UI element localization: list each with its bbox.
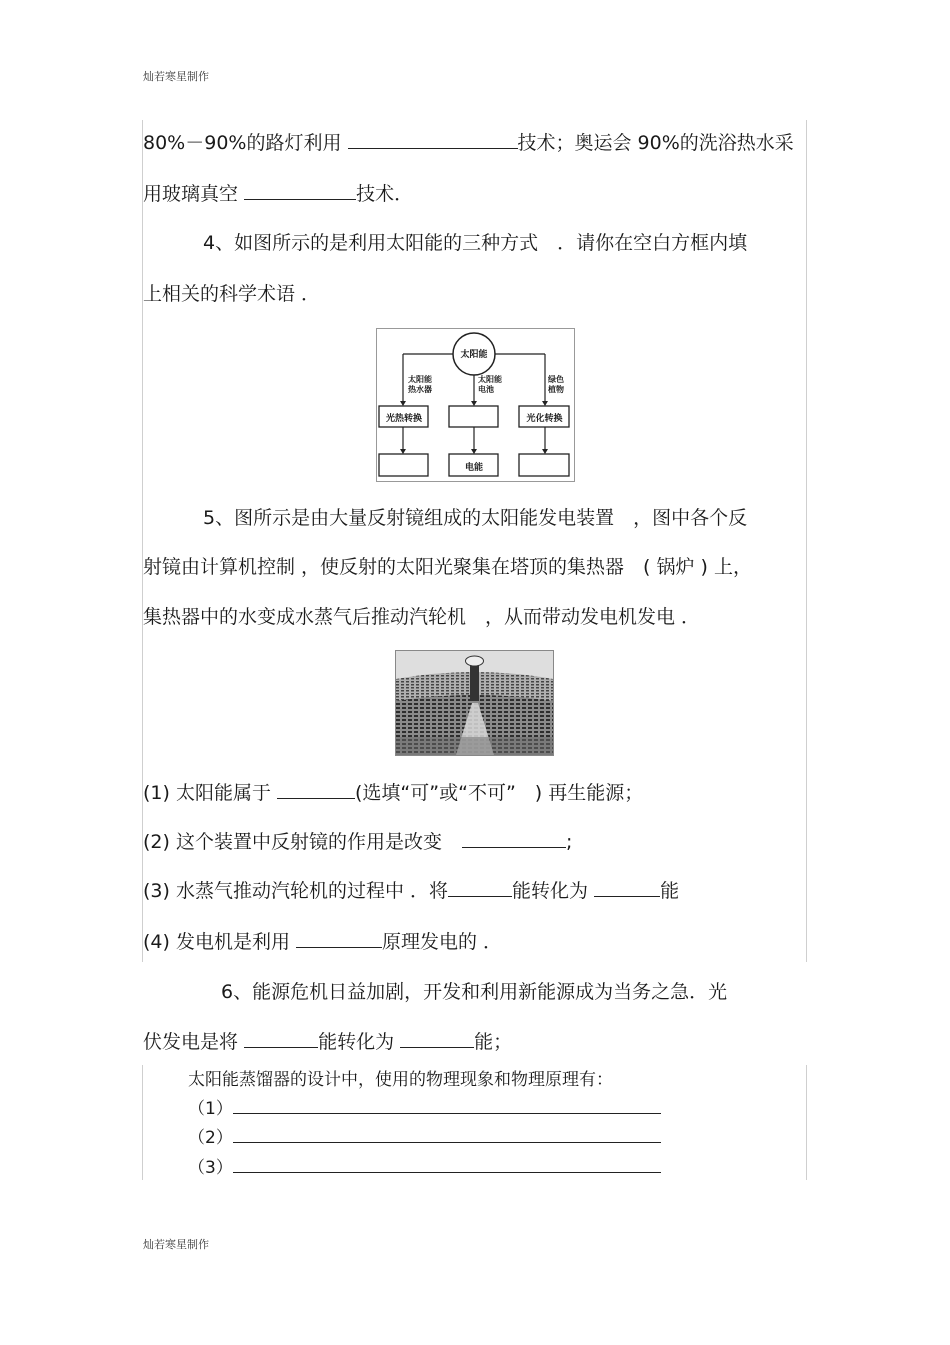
sub-question-1-text-b: (选填“可”或“不可” ) 再生能源；: [355, 782, 644, 804]
sub-question-1-text-a: (1) 太阳能属于: [143, 782, 271, 804]
distiller-item-1-label: （1）: [188, 1099, 233, 1119]
page-footer: 灿若寒星制作: [143, 1238, 209, 1251]
line-2-text-b: 技术．: [356, 183, 414, 205]
sub-question-2: [143, 829, 572, 854]
blank-s3b: [594, 878, 660, 897]
line-1-text-b: 技术；奥运会 90%的洗浴热水采: [517, 132, 794, 154]
solar-tower-illustration: [396, 651, 553, 755]
sub-question-3-text-b: 能转化为: [512, 880, 589, 902]
sub-question-3: [143, 878, 679, 903]
blank-s2: [462, 829, 566, 848]
distiller-item-2: [188, 1126, 661, 1150]
frame-line-right: [806, 120, 807, 962]
sub-question-2-text-a: (2) 这个装置中反射镜的作用是改变: [143, 831, 442, 853]
blank-s4: [296, 929, 382, 948]
diagram-box-left: 光热转换: [385, 414, 422, 424]
blank-s3a: [448, 878, 512, 897]
line-1-text-a: 80%－90%的路灯利用: [143, 132, 342, 154]
question-5-line-3: 集热器中的水变成水蒸气后推动汽轮机 ，从而带动发电机发电 ．: [143, 606, 701, 628]
diagram-bottom-mid: 电能: [464, 463, 483, 473]
blank-1: [348, 130, 518, 149]
sub-question-3-text-c: 能: [660, 880, 680, 902]
question-4-line-1: 4、如图所示的是利用太阳能的三种方式 ．请你在空白方框内填: [203, 232, 748, 254]
frame-line-right-lower: [806, 1065, 807, 1180]
diagram-center-label: 太阳能: [460, 350, 488, 360]
question-6-text-b: 能转化为: [318, 1031, 395, 1053]
sub-question-2-text-b: ;: [566, 831, 573, 853]
page-header: 灿若寒星制作: [143, 70, 209, 83]
solar-energy-diagram: [376, 328, 575, 482]
solar-tower-photo: [395, 650, 554, 756]
blank-d1: [233, 1098, 661, 1114]
line-2: [143, 181, 413, 206]
frame-line-left-lower: [142, 1065, 143, 1180]
sub-question-4: [143, 929, 502, 954]
distiller-intro: 太阳能蒸馏器的设计中，使用的物理现象和物理原理有：: [188, 1070, 613, 1090]
line-1: [143, 130, 794, 155]
question-5-line-2: 射镜由计算机控制 ，使反射的太阳光聚集在塔顶的集热器 ( 锅炉 ) 上，: [143, 556, 752, 578]
blank-q6a: [244, 1029, 318, 1048]
blank-d3: [233, 1157, 661, 1173]
question-6-text-c: 能；: [474, 1031, 513, 1053]
diagram-left-label: 太阳能热水器: [408, 375, 432, 394]
sub-question-4-text-b: 原理发电的 ．: [382, 931, 503, 953]
blank-2: [244, 181, 356, 200]
sub-question-1: [143, 780, 643, 805]
distiller-item-1: [188, 1097, 661, 1121]
diagram-box-right: 光化转换: [526, 414, 563, 424]
distiller-item-2-label: （2）: [188, 1128, 233, 1148]
line-2-text-a: 用玻璃真空: [143, 183, 239, 205]
sub-question-3-text-a: (3) 水蒸气推动汽轮机的过程中 ．将: [143, 880, 448, 902]
diagram-mid-label: 太阳能电池: [478, 375, 502, 394]
blank-q6b: [400, 1029, 474, 1048]
distiller-item-3: [188, 1156, 661, 1180]
blank-s1: [277, 780, 355, 799]
diagram-right-label: 绿色植物: [548, 375, 564, 394]
sub-question-4-text-a: (4) 发电机是利用: [143, 931, 290, 953]
question-6-line-1: 6、能源危机日益加剧，开发和利用新能源成为当务之急．光: [221, 981, 728, 1003]
question-5-line-1: 5、图所示是由大量反射镜组成的太阳能发电装置 ，图中各个反: [203, 507, 748, 529]
question-4-line-2: 上相关的科学术语 ．: [143, 283, 321, 305]
question-6-line-2: [143, 1029, 512, 1054]
distiller-item-3-label: （3）: [188, 1158, 233, 1178]
question-6-text-a: 伏发电是将: [143, 1031, 239, 1053]
blank-d2: [233, 1127, 661, 1143]
